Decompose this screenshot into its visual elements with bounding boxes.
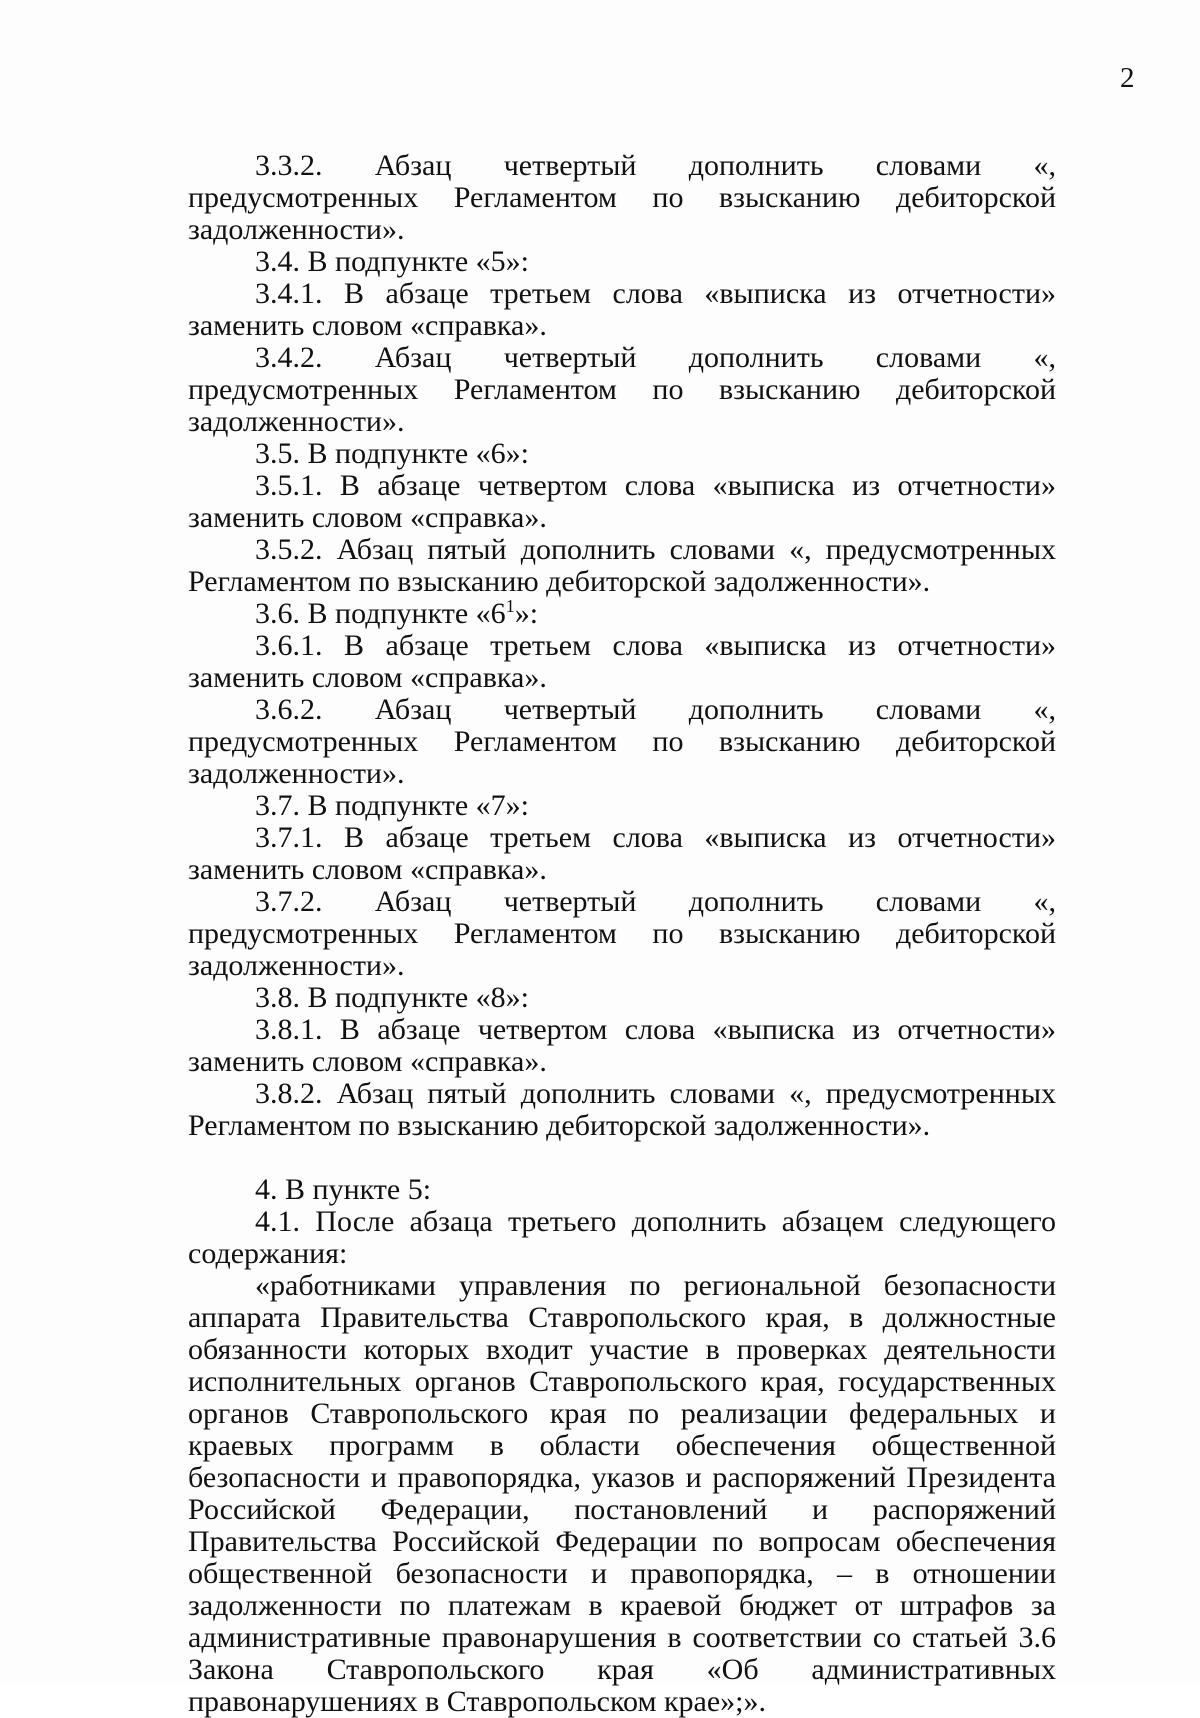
paragraph: 3.7. В подпункте «7»: — [255, 789, 530, 822]
paragraph — [188, 598, 1056, 630]
paragraph: 3.6.2. Абзац четвертый дополнить словами «, предусмотренных Регламентом по взысканию дебиторской задолженности». — [188, 693, 1056, 790]
paragraph: 3.7.2. Абзац четвертый дополнить словами «, предусмотренных Регламентом по взысканию дебиторской задолженности». — [188, 885, 1056, 982]
paragraph: 3.8.1. В абзаце четвертом слова «выписка из отчетности» заменить словом «справка». — [188, 1013, 1056, 1078]
paragraph: 3.5. В подпункте «6»: — [255, 437, 530, 470]
paragraph: 4. В пункте 5: — [255, 1173, 432, 1206]
paragraph: «работниками управления по региональной безопасности аппарата Правительства Ставропольского края, в должностные обязанности которых входит участие в проверках деятельности исполнительных органов Ставропольского края, государственных органов Ставропольского края по реализации федеральных и краевых программ в области обеспечения общественной безопасности и правопорядка, указов и распоряжений Президента Российской Федерации, постановлений и распоряжений Правительства Российской Федерации по вопросам обеспечения общественной безопасности и правопорядка, – в отношении задолженности по платежам в краевой бюджет от штрафов за административные правонарушения в соответствии со статьей 3.6 Закона Ставропольского края «Об административных правонарушениях в Ставропольском крае»;». — [188, 1269, 1056, 1718]
paragraph-spacer — [188, 1142, 1056, 1174]
paragraph-text: 3.6. В подпункте «6 — [255, 597, 506, 630]
paragraph: 3.5.1. В абзаце четвертом слова «выписка из отчетности» заменить словом «справка». — [188, 469, 1056, 534]
paragraph: 3.8.2. Абзац пятый дополнить словами «, предусмотренных Регламентом по взысканию дебиторской задолженности». — [188, 1077, 1056, 1142]
page-number: 2 — [1120, 62, 1135, 94]
superscript: 1 — [505, 596, 515, 616]
paragraph: 3.4.1. В абзаце третьем слова «выписка из отчетности» заменить словом «справка». — [188, 277, 1056, 342]
paragraph: 3.3.2. Абзац четвертый дополнить словами «, предусмотренных Регламентом по взысканию дебиторской задолженности». — [188, 149, 1056, 246]
paragraph-text-tail: »: — [514, 597, 539, 630]
paragraph: 3.7.1. В абзаце третьем слова «выписка из отчетности» заменить словом «справка». — [188, 821, 1056, 886]
paragraph: 3.6.1. В абзаце третьем слова «выписка из отчетности» заменить словом «справка». — [188, 629, 1056, 694]
paragraph: 3.8. В подпункте «8»: — [255, 981, 530, 1014]
paragraph: 3.4. В подпункте «5»: — [255, 245, 530, 278]
paragraph: 3.5.2. Абзац пятый дополнить словами «, предусмотренных Регламентом по взысканию дебиторской задолженности». — [188, 533, 1056, 598]
paragraph: 3.4.2. Абзац четвертый дополнить словами «, предусмотренных Регламентом по взысканию дебиторской задолженности». — [188, 341, 1056, 438]
paragraph: 4.1. После абзаца третьего дополнить абзацем следующего содержания: — [188, 1205, 1056, 1270]
document-body — [188, 150, 1056, 1718]
